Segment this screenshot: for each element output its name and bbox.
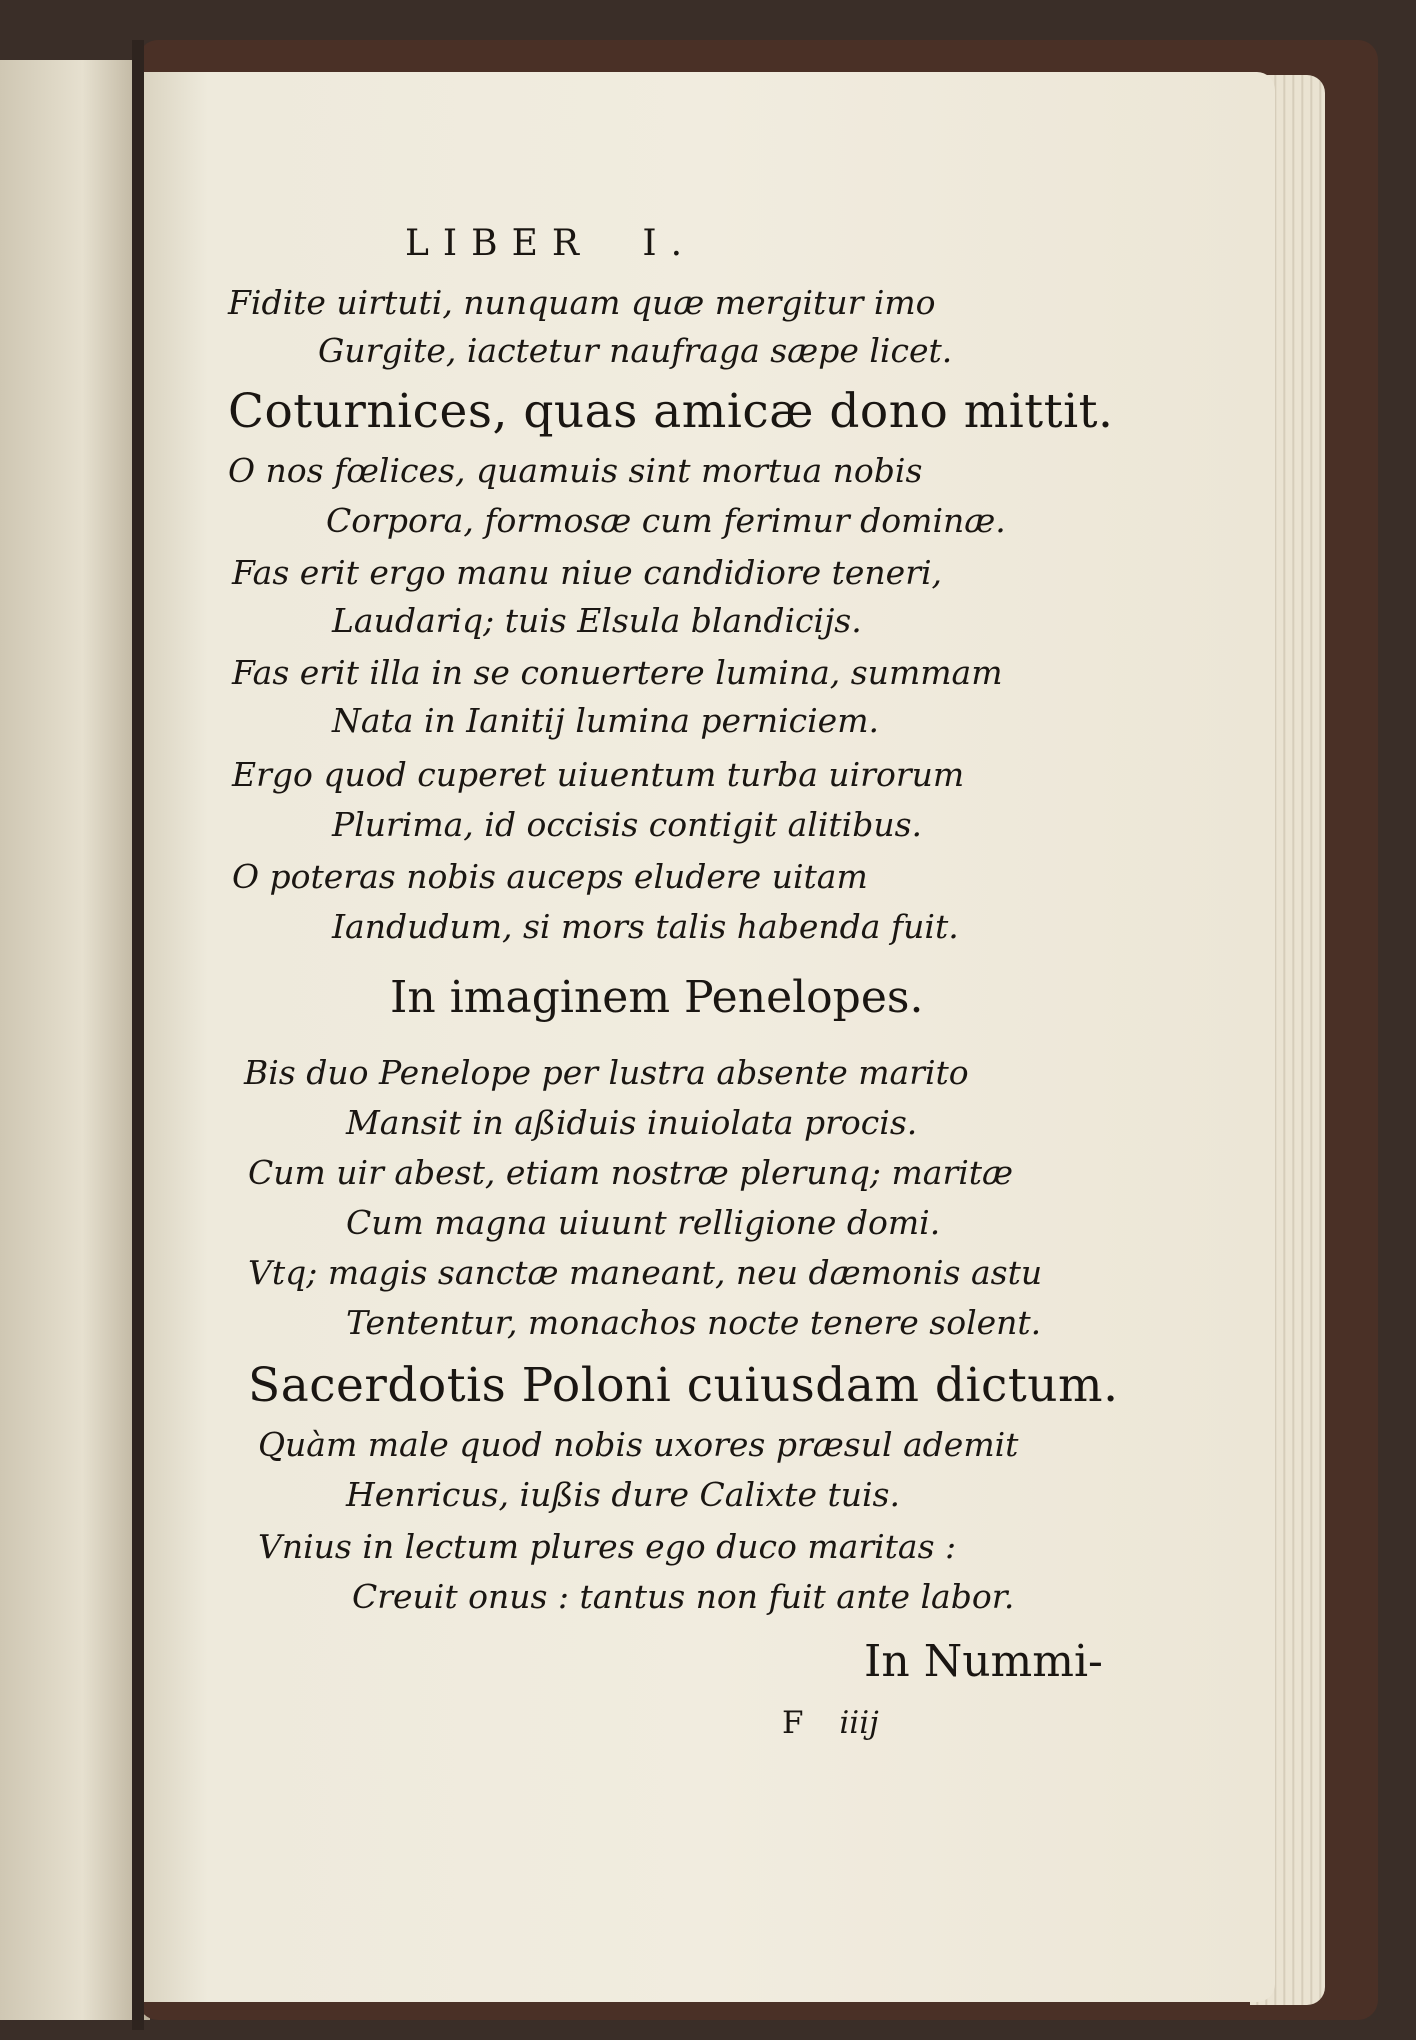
signature-number: iiij [839,1705,879,1741]
verse-line: Gurgite, iactetur naufraga sæpe licet. [318,331,953,370]
poem-title: In imaginem Penelopes. [390,972,924,1023]
poem-title: Coturnices, quas amicæ dono mittit. [228,384,1114,439]
signature-mark [782,1705,879,1741]
verse-line: Quàm male quod nobis uxores præsul ademit [258,1425,1019,1464]
verse-line: O poteras nobis auceps eludere uitam [232,857,868,896]
verse-line: Bis duo Penelope per lustra absente marito [244,1053,969,1092]
running-header [405,223,697,264]
signature-letter: F [782,1705,804,1741]
verse-line: Cum uir abest, etiam nostræ plerunq; maritæ [248,1153,1014,1192]
verse-line: Fidite uirtuti, nunquam quæ mergitur imo [228,283,936,322]
verse-line: Cum magna uiuunt relligione domi. [346,1203,941,1242]
book-number: I. [642,223,697,264]
verse-line: Tententur, monachos nocte tenere solent. [346,1303,1042,1342]
running-title: LIBER [405,223,593,264]
verse-line: Fas erit illa in se conuertere lumina, summam [232,653,1003,692]
verse-line: Ergo quod cuperet uiuentum turba uirorum [232,755,965,794]
verse-line: O nos fœlices, quamuis sint mortua nobis [228,451,923,490]
verse-line: Creuit onus : tantus non fuit ante labor. [352,1577,1015,1616]
catchword: In Nummi- [864,1636,1103,1687]
poem-title: Sacerdotis Poloni cuiusdam dictum. [248,1358,1119,1413]
verse-line: Plurima, id occisis contigit alitibus. [332,805,923,844]
verse-line: Laudariq; tuis Elsula blandicijs. [332,601,862,640]
facing-page-edge [0,60,150,2020]
verse-line: Iandudum, si mors talis habenda fuit. [332,907,959,946]
verse-line: Corpora, formosæ cum ferimur dominæ. [326,501,1006,540]
verse-line: Mansit in aßiduis inuiolata procis. [346,1103,918,1142]
verse-line: Nata in Ianitij lumina perniciem. [332,701,879,740]
verse-line: Fas erit ergo manu niue candidiore teneri, [232,553,943,592]
verse-line: Henricus, iußis dure Calixte tuis. [346,1475,900,1514]
verse-line: Vtq; magis sanctæ maneant, neu dæmonis astu [248,1253,1043,1292]
verse-line: Vnius in lectum plures ego duco maritas : [258,1527,957,1566]
book-gutter [132,40,144,2030]
